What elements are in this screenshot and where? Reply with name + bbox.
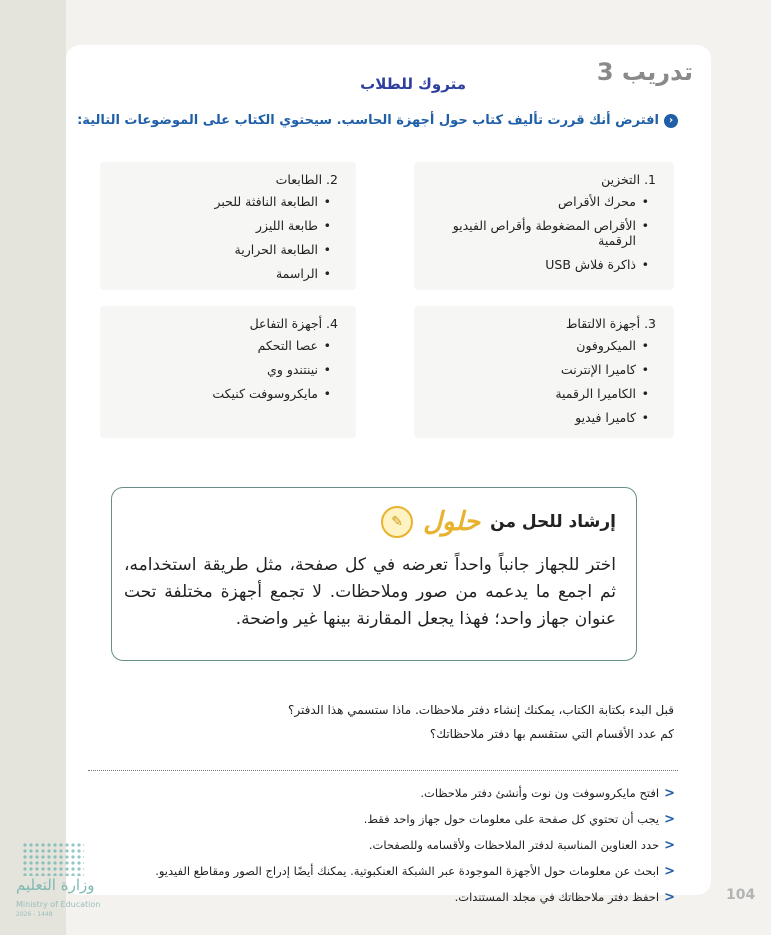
hint-header xyxy=(381,506,616,538)
ministry-arabic: وزارة التعليم xyxy=(16,876,95,894)
chevron-icon: < xyxy=(664,785,675,801)
list-item: • ذاكرة فلاش USB xyxy=(424,257,636,272)
topic-heading: 1. التخزين xyxy=(601,172,656,187)
list-item: • محرك الأقراص xyxy=(424,194,636,209)
topic-heading: 3. أجهزة الالتقاط xyxy=(565,316,656,331)
list-item: • كاميرا الإنترنت xyxy=(424,362,636,377)
list-item: • الكاميرا الرقمية xyxy=(424,386,636,401)
list-item: • مايكروسوفت كنيكت xyxy=(110,386,318,401)
step-item xyxy=(95,832,675,858)
exercise-subtitle: متروك للطلاب xyxy=(360,75,466,93)
step-item xyxy=(95,884,675,910)
chevron-left-icon: ‹ xyxy=(664,114,678,128)
topic-heading: 4. أجهزة التفاعل xyxy=(249,316,338,331)
list-item: • الراسمة xyxy=(110,266,318,281)
chevron-icon: < xyxy=(664,837,675,853)
intro-text: افترض أنك قررت تأليف كتاب حول أجهزة الحاسب. سيحتوي الكتاب على الموضوعات التالية: xyxy=(77,113,659,128)
step-item xyxy=(95,780,675,806)
step-item xyxy=(95,858,675,884)
intro-line xyxy=(77,113,678,128)
list-item: • الطابعة النافثة للحبر xyxy=(110,194,318,209)
list-item: • طابعة الليزر xyxy=(110,218,318,233)
topic-heading: 2. الطابعات xyxy=(275,172,338,187)
list-item: • كاميرا فيديو xyxy=(424,410,636,425)
ministry-logo xyxy=(14,838,124,923)
question-2: كم عدد الأقسام التي ستقسم بها دفتر ملاحظاتك؟ xyxy=(429,727,674,741)
step-text: ابحث عن معلومات حول الأجهزة الموجودة عبر الشبكة العنكبوتية. يمكنك أيضًا إدراج الصور ومقاطع الفيديو. xyxy=(155,864,660,878)
steps-list xyxy=(95,780,675,910)
hint-body: اختر للجهاز جانباً واحداً تعرضه في كل صفحة، مثل طريقة استخدامه، ثم اجمع ما يدعمه من صور وملاحظات. لا تجمع أجهزة مختلفة تحت عنوان جهاز واحد؛ فهذا يجعل المقارنة بينها غير واضحة. xyxy=(124,555,616,629)
topic-box-storage xyxy=(414,162,674,290)
list-item: • عصا التحكم xyxy=(110,338,318,353)
list-item: • الأقراص المضغوطة وأقراص الفيديو الرقمية xyxy=(424,218,636,248)
topic-box-capture xyxy=(414,306,674,438)
topic-box-printers xyxy=(100,162,356,290)
step-text: حدد العناوين المناسبة لدفتر الملاحظات ولأقسامه وللصفحات. xyxy=(368,838,660,852)
chevron-icon: < xyxy=(664,863,675,879)
page-number: 104 xyxy=(726,887,756,903)
list-item: • الطابعة الحرارية xyxy=(110,242,318,257)
hint-box xyxy=(111,487,637,661)
ministry-dots-icon xyxy=(22,842,84,876)
ministry-english: Ministry of Education xyxy=(16,900,101,909)
left-margin xyxy=(0,0,66,935)
question-1: قبل البدء بكتابة الكتاب، يمكنك إنشاء دفتر ملاحظات. ماذا ستسمي هذا الدفتر؟ xyxy=(288,703,674,717)
dotted-divider xyxy=(88,770,678,771)
list-item: • نينتندو وي xyxy=(110,362,318,377)
hulul-logo: حلول xyxy=(423,507,481,537)
chevron-icon: < xyxy=(664,811,675,827)
step-text: احفظ دفتر ملاحظاتك في مجلد المستندات. xyxy=(454,890,660,904)
step-item xyxy=(95,806,675,832)
topic-box-interaction xyxy=(100,306,356,438)
hint-title: إرشاد للحل من xyxy=(490,512,616,532)
list-item: • الميكروفون xyxy=(424,338,636,353)
step-text: يجب أن تحتوي كل صفحة على معلومات حول جهاز واحد فقط. xyxy=(363,812,660,826)
book-icon: ✎ xyxy=(381,506,413,538)
ministry-years: 2026 - 1448 xyxy=(16,911,53,918)
exercise-title: تدريب 3 xyxy=(596,58,693,86)
chevron-icon: < xyxy=(664,889,675,905)
step-text: افتح مايكروسوفت ون نوت وأنشئ دفتر ملاحظات. xyxy=(420,786,660,800)
